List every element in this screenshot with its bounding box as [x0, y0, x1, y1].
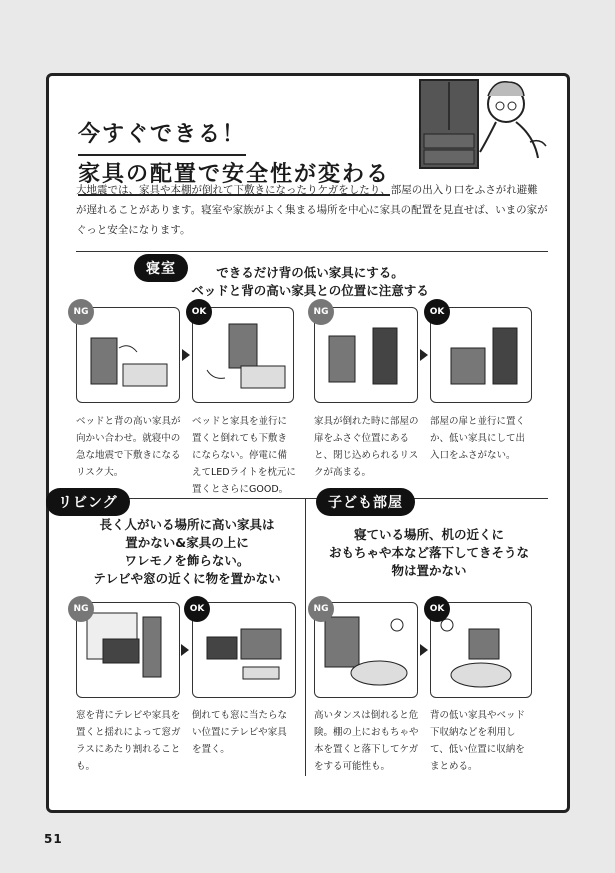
ng-badge: NG	[68, 299, 94, 325]
bedroom-headline	[160, 264, 460, 300]
living-headline-2: 置かない&家具の上に	[125, 535, 249, 550]
column-divider	[305, 498, 306, 776]
arrow-right-icon	[420, 644, 428, 656]
bedroom-caption-2: ベッドと家具を並行に置くと倒れても下敷きにならない。停電に備えてLEDライトを枕元に置くとさらにGOOD。	[192, 416, 296, 495]
mascot-illustration	[410, 70, 560, 180]
section-tag-kids: 子ども部屋	[316, 488, 415, 516]
kids-caption-2: 背の低い家具やベッド下収納などを利用して、低い位置に収納をまとめる。	[430, 710, 526, 772]
ng-badge: NG	[308, 596, 334, 622]
living-headline-3: ワレモノを飾らない。	[124, 553, 250, 568]
living-headline-1: 長く人がいる場所に高い家具は	[99, 517, 275, 532]
bedroom-headline-2: ベッドと背の高い家具との位置に注意する	[191, 283, 429, 298]
kids-headline-2: おもちゃや本など落下してきそうな	[328, 545, 529, 560]
bedroom-caption-1: ベッドと背の高い家具が向かい合わせ。就寝中の急な地震で下敷きになるリスク大。	[76, 416, 181, 478]
living-headline	[76, 516, 298, 588]
ng-badge: NG	[68, 596, 94, 622]
kids-headline-3: 物は置かない	[391, 563, 467, 578]
living-headline-4: テレビや窓の近くに物を置かない	[93, 571, 281, 586]
living-caption-2: 倒れても窓に当たらない位置にテレビや家具を置く。	[192, 710, 288, 755]
ok-badge: OK	[184, 596, 210, 622]
kids-headline	[312, 526, 546, 580]
ok-badge: OK	[424, 299, 450, 325]
bedroom-caption-4: 部屋の扉と並行に置くか、低い家具にして出入口をふさがない。	[430, 416, 526, 461]
divider-top	[76, 251, 548, 252]
living-caption-1: 窓を背にテレビや家具を置くと揺れによって窓ガラスにあたり割れることも。	[76, 710, 181, 772]
furniture-illustration	[315, 308, 415, 400]
kids-caption-1: 高いタンスは倒れると危険。棚の上におもちゃや本を置くと落下してケガをする可能性も。	[314, 710, 419, 772]
title-line-2: 家具の配置で安全性が変わる	[78, 158, 390, 196]
living-room-illustration	[77, 603, 177, 695]
divider-middle	[76, 498, 548, 499]
furniture-illustration	[77, 308, 177, 400]
page-number: 51	[44, 832, 63, 846]
bedroom-headline-1: できるだけ背の低い家具にする。	[216, 265, 404, 280]
kids-headline-1: 寝ている場所、机の近くに	[353, 527, 504, 542]
furniture-illustration	[431, 308, 529, 400]
furniture-illustration	[193, 308, 291, 400]
ok-badge: OK	[424, 596, 450, 622]
arrow-right-icon	[182, 349, 190, 361]
bedroom-ng-1	[76, 307, 180, 403]
bedroom-caption-3: 家具が倒れた時に部屋の扉をふさぐ位置にあると、閉じ込められるリスクが高まる。	[314, 416, 419, 478]
arrow-right-icon	[420, 349, 428, 361]
intro-paragraph: 大地震では、家具や本棚が倒れて下敷きになったりケガをしたり、部屋の出入り口をふさがれ避難が遅れることがあります。寝室や家族がよく集まる場所を中心に家具の配置を見直せば、いまの家がぐっと安全になります。	[76, 184, 548, 236]
ok-badge: OK	[186, 299, 212, 325]
arrow-right-icon	[181, 644, 189, 656]
living-room-illustration	[193, 603, 293, 695]
section-tag-living: リビング	[46, 488, 130, 516]
title-line-1: 今すぐできる！	[78, 118, 246, 156]
ng-badge: NG	[308, 299, 334, 325]
section-tag-bedroom: 寝室	[134, 254, 188, 282]
